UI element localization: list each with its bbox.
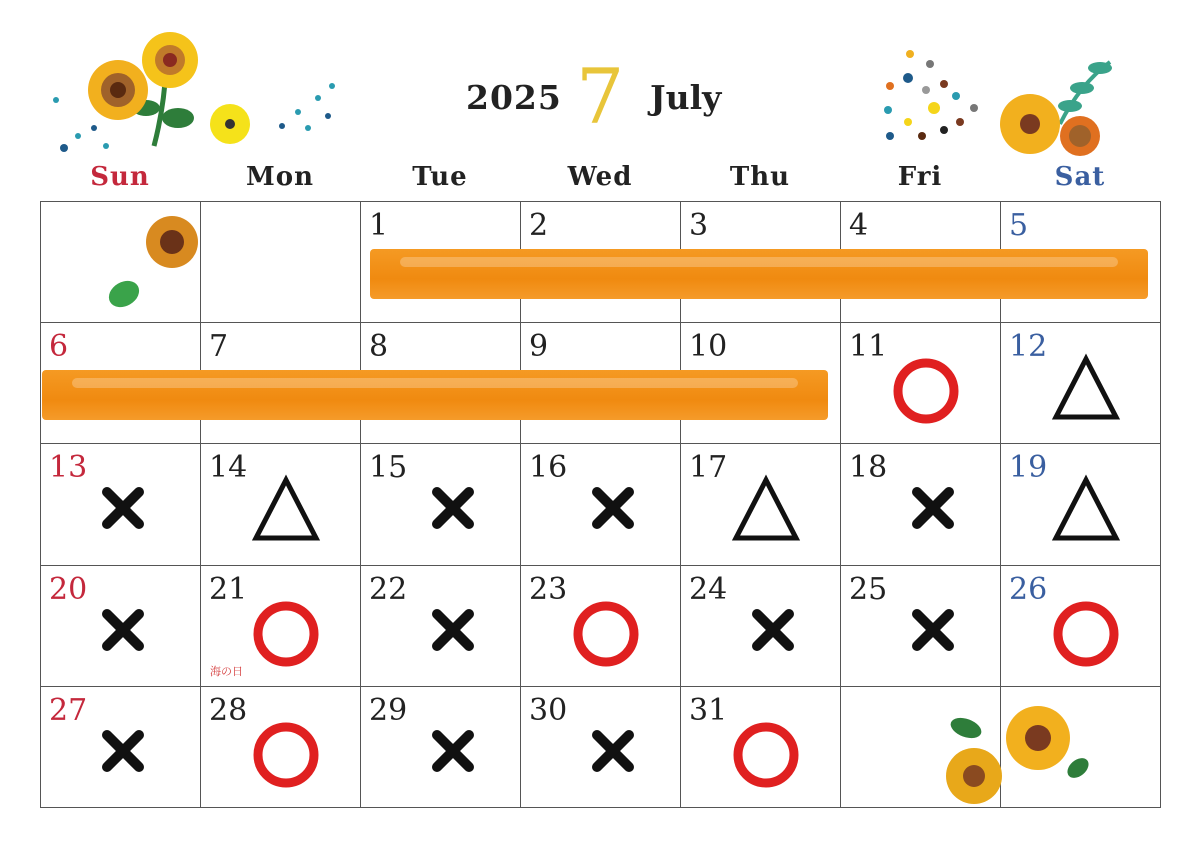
day-number: 11 — [849, 329, 888, 365]
day-number: 22 — [369, 571, 408, 607]
circle-mark-icon — [566, 590, 646, 670]
cross-mark-icon — [423, 478, 483, 538]
circle-mark-icon — [246, 711, 326, 791]
sunflower-icon — [940, 700, 1100, 810]
day-number: 23 — [529, 571, 568, 607]
day-number: 14 — [209, 450, 248, 486]
day-cell — [520, 443, 681, 565]
triangle-mark-icon — [1046, 468, 1126, 548]
cross-mark-icon — [583, 721, 643, 781]
day-number: 15 — [369, 450, 408, 486]
day-cell — [840, 565, 1001, 687]
cross-mark-icon — [583, 478, 643, 538]
day-number: 2 — [529, 208, 549, 243]
day-number: 4 — [849, 208, 869, 243]
day-number: 12 — [1009, 329, 1048, 365]
title-month-name: July — [650, 78, 722, 117]
day-number: 29 — [369, 692, 408, 728]
day-cell — [680, 686, 841, 808]
day-cell — [200, 443, 361, 565]
day-cell — [840, 322, 1001, 444]
cross-mark-icon — [903, 478, 963, 538]
day-cell — [40, 686, 201, 808]
day-cell — [360, 443, 521, 565]
circle-mark-icon — [886, 347, 966, 427]
day-number: 17 — [689, 450, 728, 486]
day-cell — [520, 565, 681, 687]
unavailable-range-bar — [370, 249, 1148, 299]
day-number: 3 — [689, 208, 709, 243]
weekday-sun: Sun — [90, 162, 150, 192]
day-cell — [40, 565, 201, 687]
circle-mark-icon — [246, 590, 326, 670]
day-number: 13 — [49, 450, 88, 486]
circle-mark-icon — [1046, 590, 1126, 670]
weekday-tue: Tue — [412, 162, 468, 192]
weekday-sat: Sat — [1054, 162, 1106, 192]
day-number: 28 — [209, 692, 248, 728]
title-year: 2025 — [466, 78, 562, 117]
cross-mark-icon — [93, 600, 153, 660]
day-number: 27 — [49, 692, 88, 728]
circle-mark-icon — [726, 711, 806, 791]
day-cell — [520, 686, 681, 808]
day-number: 20 — [49, 571, 88, 607]
day-cell — [680, 565, 841, 687]
weekday-thu: Thu — [729, 162, 791, 192]
triangle-mark-icon — [1046, 347, 1126, 427]
day-cell — [680, 443, 841, 565]
cross-mark-icon — [743, 600, 803, 660]
day-number: 30 — [529, 692, 568, 728]
day-number: 25 — [849, 571, 888, 607]
cross-mark-icon — [93, 721, 153, 781]
day-number: 26 — [1009, 571, 1048, 607]
weekday-fri: Fri — [897, 162, 943, 192]
unavailable-range-bar — [42, 370, 828, 420]
day-number: 1 — [369, 208, 389, 243]
day-cell — [840, 443, 1001, 565]
cross-mark-icon — [423, 721, 483, 781]
day-cell — [1000, 565, 1161, 687]
cross-mark-icon — [903, 600, 963, 660]
cross-mark-icon — [93, 478, 153, 538]
day-number: 10 — [689, 329, 728, 365]
day-cell — [1000, 322, 1161, 444]
day-cell — [40, 443, 201, 565]
day-number: 31 — [689, 692, 728, 728]
day-number: 16 — [529, 450, 568, 486]
holiday-label: 海の日 — [210, 665, 243, 678]
weekday-wed: Wed — [567, 162, 633, 192]
day-cell — [1000, 443, 1161, 565]
day-number: 7 — [209, 329, 229, 365]
day-cell — [360, 565, 521, 687]
day-number: 19 — [1009, 450, 1048, 486]
day-number: 21 — [209, 571, 248, 607]
cross-mark-icon — [423, 600, 483, 660]
day-number: 6 — [49, 329, 69, 365]
sunflower-icon — [96, 208, 206, 318]
day-number: 18 — [849, 450, 888, 486]
day-number: 5 — [1009, 208, 1029, 243]
triangle-mark-icon — [246, 468, 326, 548]
day-number: 24 — [689, 571, 728, 607]
triangle-mark-icon — [726, 468, 806, 548]
day-cell — [200, 686, 361, 808]
day-cell — [360, 686, 521, 808]
day-number: 8 — [369, 329, 389, 365]
title-month-number: 7 — [576, 52, 625, 141]
empty-cell — [200, 201, 361, 323]
weekday-mon: Mon — [245, 162, 315, 192]
day-number: 9 — [529, 329, 549, 365]
